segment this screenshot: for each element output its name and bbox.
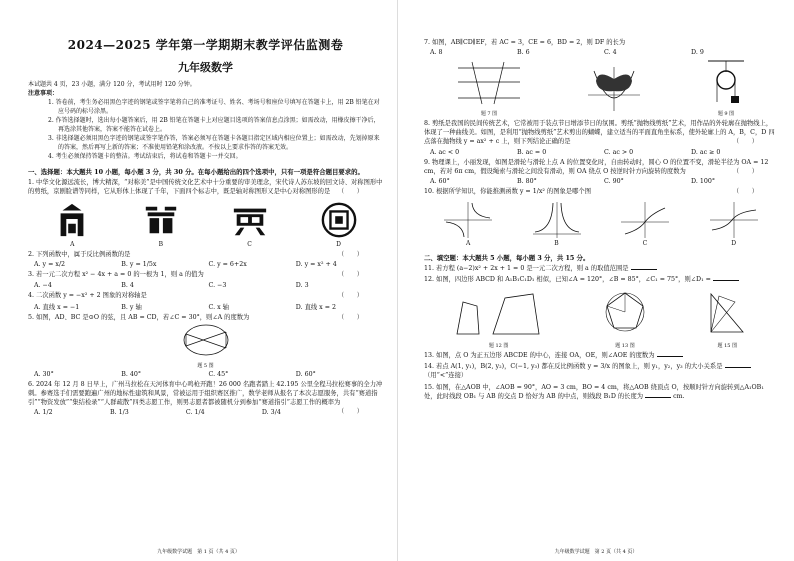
question-1	[28, 178, 383, 196]
label-c: C	[642, 239, 648, 247]
option-d: D. y = x² + 4	[295, 261, 337, 269]
q2-answer-paren: （ ）	[337, 251, 363, 259]
label-d: D	[336, 241, 341, 249]
graph-c-icon	[619, 200, 671, 240]
label-a: A	[70, 241, 75, 249]
q5-answer-paren: （ ）	[337, 313, 363, 321]
q14-text: 14. 若点 A(1, y₁)，B(2, y₂)，C(−1, y₃) 都在反比例函数 y = 3/x 的图象上，则 y₁，y₂，y₃ 的大小关系是	[424, 363, 723, 371]
q1-symbols	[28, 199, 383, 241]
option-b: B. y 轴	[121, 303, 142, 311]
option-c: C. 4	[604, 49, 617, 57]
exam-intro: 本试题共 4 页，23 小题，满分 120 分，考试用时 120 分钟。	[28, 81, 196, 88]
right-page	[397, 0, 794, 561]
option-c: C. 1/4	[185, 409, 205, 417]
option-d: D. 3	[295, 281, 309, 289]
answer-blank	[725, 367, 751, 368]
q15-caption: 题 15 图	[717, 343, 738, 350]
option-d: D. 100°	[691, 177, 715, 185]
exam-subtitle: 九年级数学	[178, 61, 233, 74]
q5-caption: 题 5 图	[197, 362, 214, 369]
question-11	[424, 264, 778, 273]
question-3	[28, 270, 383, 279]
option-b: B. 80°	[517, 177, 537, 185]
q3-text: 3. 若一元二次方程 x² − 4x + a = 0 的一根为 1，则 a 的值为	[28, 271, 204, 279]
q10-text: 10. 根据所学知识，你能推测函数 y = 1/x² 的图象是哪个图	[424, 187, 591, 195]
label-b: B	[158, 241, 164, 249]
notice-label: 注意事项：	[28, 90, 59, 97]
q6-answer-paren: （ ）	[337, 408, 363, 416]
q3-options	[34, 282, 383, 289]
option-d: D. 60°	[295, 370, 316, 378]
question-2	[28, 250, 383, 259]
q1-symbol-labels	[28, 241, 383, 248]
question-12	[424, 275, 778, 284]
q7-options	[430, 49, 778, 56]
answer-blank	[657, 356, 683, 357]
circle-chord-diagram	[176, 322, 236, 358]
option-a: A. −4	[34, 281, 52, 289]
answer-blank	[631, 269, 657, 270]
left-footer: 九年级数学试题 第 1 页（共 4 页）	[157, 549, 240, 555]
option-d: D. 直线 x = 2	[295, 303, 337, 311]
butterfly-parabola-diagram	[584, 65, 644, 113]
q6-options	[34, 409, 338, 416]
q4-options	[34, 302, 383, 311]
question-10	[424, 187, 778, 196]
question-4	[28, 291, 383, 300]
parallel-lines-diagram	[454, 58, 524, 106]
option-b: B. 4	[121, 281, 134, 289]
q5-text: 5. 如图，AD、BC 是⊙O 的弦，且 AB = CD，若∠C = 30°，则∠A 的度数为	[28, 313, 250, 321]
graph-d-icon	[708, 200, 760, 240]
q3-answer-paren: （ ）	[337, 271, 363, 279]
option-b: B. y = 1/5x	[121, 261, 157, 269]
option-c: C. ac > 0	[604, 148, 634, 156]
q9-answer-paren: （ ）	[732, 167, 758, 175]
section-choice-title: 一、选择题：本大题共 10 小题，每小题 3 分，共 30 分。在每小题给出的四个选项中，只有一项是符合题目要求的。	[28, 168, 364, 176]
symbol-c-icon	[231, 201, 269, 239]
rotated-triangle-diagram	[705, 288, 749, 338]
option-a: A. 60°	[430, 177, 450, 185]
option-a: A. y = x/2	[34, 261, 66, 269]
question-9	[424, 158, 778, 176]
q15-text: 15. 如图，在△AOB 中，∠AOB = 90°，AO = 3 cm，BO = 4 cm，将△AOB 绕顶点 O，按顺时针方向旋转到△A₁OB₁ 处，此时线段 OB₁ 与 AB 的交点 D 恰好为 AB 的中点，则线段 B₁D 的长度为	[424, 383, 764, 400]
question-5	[28, 313, 383, 322]
notice-item: 4. 考生必须保持答题卡的整洁。考试结束后，将试卷和答题卡一并交回。	[48, 153, 242, 160]
symbol-d-icon	[320, 201, 358, 239]
option-d: D. ac ≥ 0	[691, 148, 721, 156]
q12-text: 12. 如图，四边形 ABCD 和 A₁B₁C₁D₁ 相似，已知∠A = 120°，∠B = 85°，∠C₁ = 75°，则∠D₁ =	[424, 276, 711, 283]
symbol-a-icon	[53, 201, 91, 239]
graph-b-icon	[531, 200, 583, 240]
q13-caption: 题 13 图	[615, 343, 635, 350]
option-c: C. x 轴	[208, 303, 229, 311]
label-c: C	[247, 241, 252, 249]
q7-q9-figures	[424, 58, 778, 117]
option-c: C. −3	[208, 281, 227, 289]
q4-answer-paren: （ ）	[337, 291, 363, 299]
pulley-diagram	[704, 58, 748, 106]
q15-unit: cm.	[673, 392, 685, 400]
option-b: B. 6	[517, 49, 530, 57]
notice-item: 1. 答卷前，考生务必用黑色字迹的钢笔或签字笔将自己的准考证号、姓名、考场号和座位号填写在答题卡上，用 2B 铅笔在对应号码的标号涂黑。	[48, 99, 380, 115]
q8-text: 8. 剪纸是我国的民间传统艺术，它常被用于装点节日增添节日的氛围。剪纸“抛物线剪纸”艺术，用作品的外轮廓在抛物线上，体现了一种曲线美。如图，是利用“抛物线剪纸”艺术剪出的蝴蝶，建立适当的平面直角坐标系，使外轮廓上的 A，B，C，D 四点落在抛物线 y = ax² + c 上，则下列结论正确的是	[424, 120, 775, 146]
q13-text: 13. 如图，点 O 为正五边形 ABCDE 的中心，连接 OA，OE，则∠AOE 的度数为	[424, 352, 655, 360]
question-13	[424, 351, 778, 360]
q7-caption: 题 7 图	[480, 111, 498, 118]
q9-caption: 题 9 图	[717, 111, 735, 118]
q2-options	[34, 261, 383, 268]
option-d: D. 9	[691, 49, 704, 57]
section-fill-title: 二、填空题：本大题共 5 小题，每小题 3 分，共 15 分。	[424, 253, 590, 262]
similar-quadrilaterals-diagram	[453, 288, 545, 338]
q8-options	[430, 149, 778, 156]
option-a: A. 直线 x = −1	[34, 303, 80, 311]
answer-blank	[645, 397, 671, 398]
option-a: A. 30°	[34, 370, 54, 378]
question-15	[424, 383, 778, 401]
notice-block	[28, 89, 383, 161]
notice-item: 3. 非选择题必须用黑色字迹的钢笔或签字笔作答，答案必须写在答题卡各题目指定区域内相应位置上；如需改动，先划掉原来的答案，然后再写上新的答案；不准使用铅笔和涂改液。不按以上要求作答的答案无效。	[48, 135, 380, 151]
q10-answer-paren: （ ）	[732, 187, 758, 195]
q5-options	[34, 371, 383, 378]
q10-graph-labels	[424, 240, 778, 247]
q5-figure	[28, 322, 383, 369]
q11-text: 11. 若方程 (a−2)x² + 2x + 1 = 0 是一元二次方程，则 a 的取值范围是	[424, 264, 629, 272]
option-a: A. ac < 0	[430, 148, 460, 156]
option-b: B. 1/3	[109, 409, 129, 417]
question-7: 7. 如图，AB∥CD∥EF，若 AC = 3，CE = 6，BD = 2，则 DF 的长为	[424, 39, 626, 46]
option-b: B. 40°	[121, 370, 142, 378]
question-14	[424, 362, 778, 380]
q4-text: 4. 二次函数 y = −x² + 2 图象的对称轴是	[28, 291, 147, 299]
pentagon-diagram	[602, 288, 648, 338]
option-b: B. ac = 0	[517, 148, 547, 156]
q1-answer-paren: （ ）	[337, 188, 363, 196]
label-b: B	[554, 239, 559, 247]
symbol-b-icon	[142, 201, 180, 239]
q6-text: 6. 2024 年 12 月 8 日早上，广州马拉松在天河体育中心鸣枪开跑！26 000 名跑者踏上 42.195 公里全程马拉松赛事的全力冲刺。参赛选手们需要跑遍广州的地标性建筑和风景，常被运用于组织赛区推广，数学老师从报名了本次志愿服务，共有“赛道指引”“物资发放”“集结检录”“人群疏散”四类志愿工作，则男志愿者都被随机分到参加“赛道指引”志愿工作的概率为	[28, 380, 383, 406]
option-c: C. y = 6+2x	[208, 261, 247, 269]
q12-q15-figures	[424, 288, 778, 349]
option-c: C. 45°	[208, 370, 229, 378]
option-a: A. 1/2	[34, 409, 53, 417]
label-d: D	[731, 239, 736, 247]
exam-title: 2024—2025 学年第一学期期末教学评估监测卷	[67, 38, 344, 52]
option-d: D. 3/4	[261, 409, 281, 417]
right-footer: 九年级数学试题 第 2 页（共 4 页）	[554, 549, 638, 555]
notice-item: 2. 作答选择题时，选出每小题答案后，用 2B 铅笔在答题卡上对应题目选项的答案信息点涂黑；如需改动，用橡皮擦干净后，再选涂其他答案，答案不能答在试卷上。	[48, 117, 380, 133]
q14-tail: （用“<”连接）	[424, 372, 468, 380]
question-8	[424, 119, 778, 146]
q10-graphs	[424, 200, 778, 240]
q12-caption: 题 12 图	[488, 343, 509, 350]
q8-answer-paren: （ ）	[732, 138, 758, 146]
graph-a-icon	[442, 200, 494, 240]
q9-options	[430, 178, 778, 185]
q1-text: 1. 中华文化源远流长，博大精深，“对称美”是中国传统文化艺术中十分重要的审美理念，宋代诗人苏东坡的回文诗、对称图形中的剪纸，京剧脸谱等同样，它从形体上体现了千年，下面四个标志中，既是轴对称图形又是中心对称图形的是	[28, 179, 383, 196]
q2-text: 2. 下列函数中，属于反比例函数的是	[28, 251, 131, 259]
option-c: C. 90°	[604, 177, 624, 185]
option-a: A. 8	[430, 49, 443, 57]
label-a: A	[465, 239, 471, 247]
answer-blank	[713, 280, 739, 281]
q9-text: 9. 物理课上，小丽发现，如图是滑轮与滑轮上点 A 的位置变化时，自由转动时，圆心 O 的位置不变，滑轮半径为 OA = 12 cm，若对 6π cm，假设绳索与滑轮之间没有滑动，则 OA 绕点 O 按逆时针方向旋转的度数为	[424, 158, 769, 175]
